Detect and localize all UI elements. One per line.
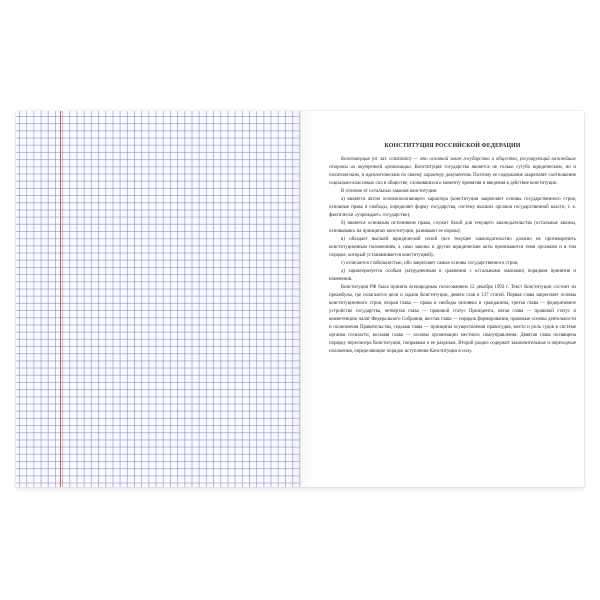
definition-term: Конституция: [341, 157, 370, 162]
document-title: КОНСТИТУЦИЯ РОССИЙСКОЙ ФЕДЕРАЦИИ: [384, 143, 521, 149]
gutter-shadow-left: [286, 111, 300, 487]
gutter-shadow-right: [301, 111, 313, 487]
paragraph-definition: [329, 156, 576, 188]
document-text: [329, 142, 576, 356]
notebook-spread: [16, 111, 584, 487]
paragraph-item-d: д) характеризуется особым (затрудненным в сравнении с остальными законами) порядком принятия и изменения.: [329, 269, 576, 282]
text-page: [301, 111, 584, 487]
paragraph-item-g: г) отличается стабильностью, ибо закрепляет самые основы государственного строя;: [341, 261, 519, 266]
grid-page: [16, 111, 300, 487]
definition-etymology: (от лат. constitutio): [371, 157, 412, 162]
paragraph-item-v: в) обладает высшей юридической силой (все текущее законодательство должно не противоречить конституционным положениям, а сами законы и другие юридические акты принимаются теми органами и в том порядке, который устанавливается конституцией);: [329, 237, 576, 258]
paragraph-intro: В отличие от остальных законов конституция:: [341, 189, 438, 194]
definition-rest: Конституция государства является не только сугубо юридическим, но и политическим, и идеологическим по своему характеру документом. Поэтому ее содержание закрепляет соотношение социально-классовых сил в обществе, сложившихся к моменту принятия и введения в действие конституции.: [329, 165, 576, 186]
paragraph-history: Конституция РФ была принята всенародным голосованием 12 декабря 1993 г. Текст Конституции состоит из преамбулы, где излагаются цели и задачи Конституции, девяти глав и 137 статей. Первая глава закрепляет основы конституционного строя, вторая глава — права и свободы человека и гражданина, третья глава — федеративное устройство государства, четвертая глава — правовой статус Президента, пятая глава — правовой статус и компетенцию палат Федерального Собрания, шестая глава — порядок формирования, правовые основы деятельности и полномочия Правительства, седьмая глава — принципы осуществления правосудия, место и роль судов в системе органов госвласти, восьмая глава — основы организации местного самоуправления. Девятая глава посвящена порядку пересмотра Конституции, поправкам к ее разделам. Второй раздел содержит заключительные и переходные положения, определяющие порядок вступления Конституции в силу.: [329, 285, 576, 354]
paragraph-item-b: б) является основным источником права, служит базой для текущего законодательства (остальные законы, основываясь на принципах конституции, развивают ее нормы);: [329, 221, 576, 234]
paragraph-item-a: а) является актом основополагающего характера (конституция закрепляет основы государственного строя, основные права и свободы, определяет форму государства, систему высших органов государственной власти, т. е. фактически «учреждает» государство);: [329, 197, 576, 218]
definition-italic: — это основной закон государства и общества, регулирующий важнейшие стороны их внутренней организации.: [329, 157, 576, 170]
margin-line: [60, 111, 61, 487]
